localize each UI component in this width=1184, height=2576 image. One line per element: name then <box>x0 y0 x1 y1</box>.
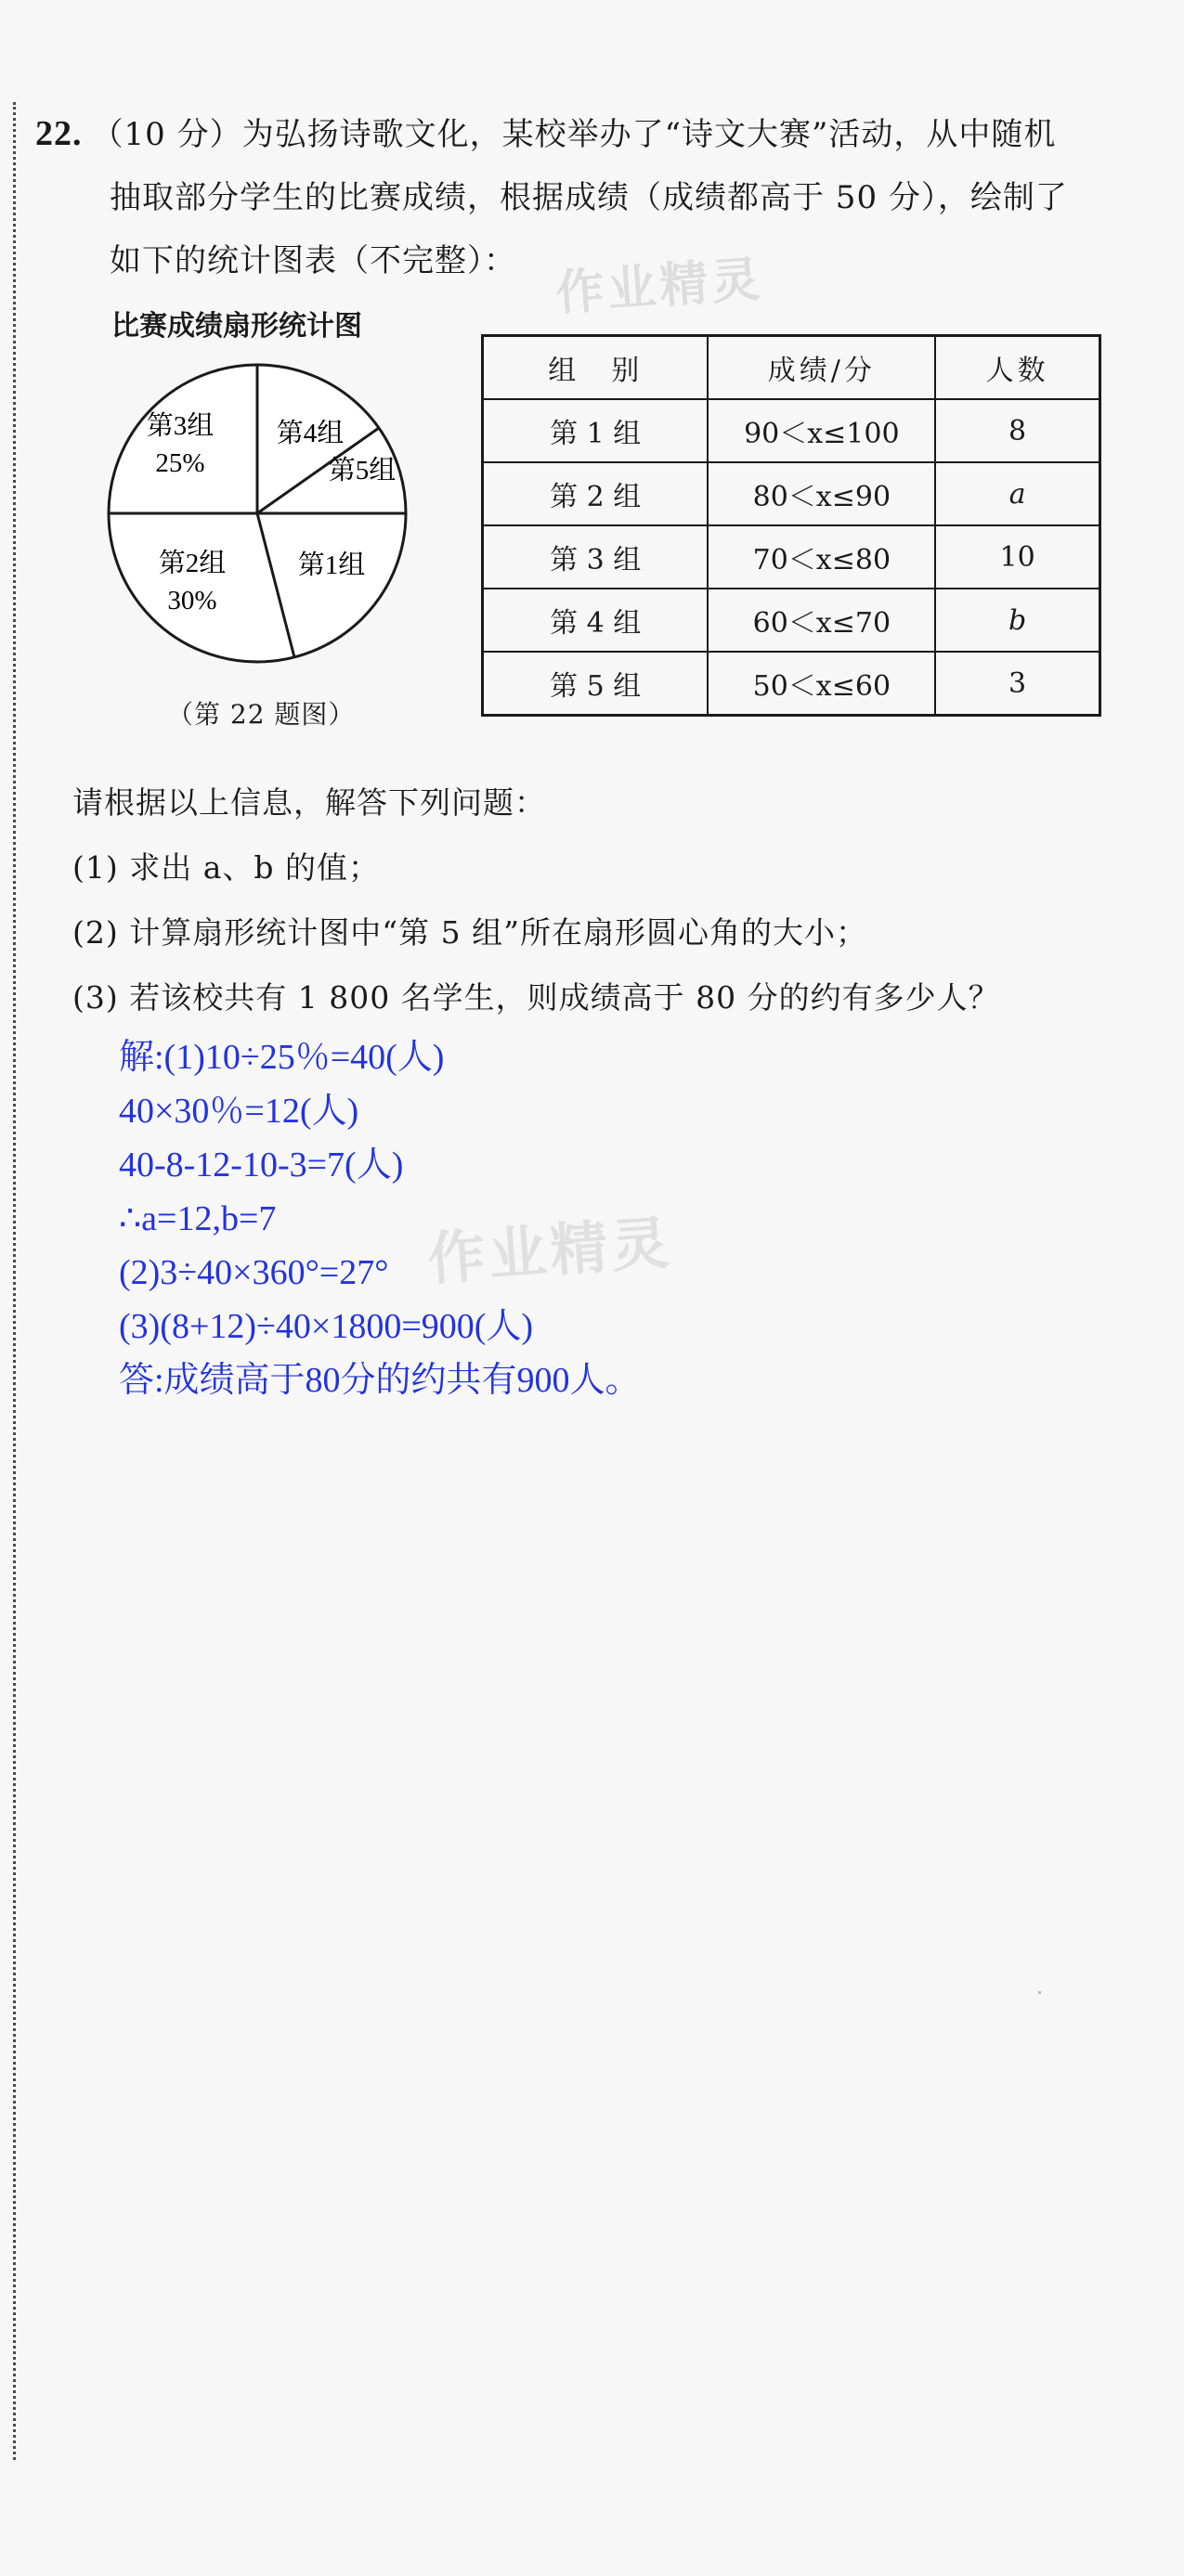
subquestion-intro: 请根据以上信息，解答下列问题： <box>72 784 546 821</box>
pie-label-group1: 第1组 <box>297 550 366 580</box>
table-row <box>483 589 1100 652</box>
watermark: 作业精灵 <box>425 1208 675 1294</box>
watermark: 作业精灵 <box>553 252 766 322</box>
table-row <box>483 462 1100 525</box>
pie-pct-group2: 30% <box>167 586 217 615</box>
answer-line: 答:成绩高于80分的约共有900人。 <box>119 1361 641 1400</box>
table-row <box>483 525 1100 589</box>
table-header-group: 组 别 <box>483 336 709 400</box>
table-cell-group: 第 3 组 <box>483 525 709 589</box>
subquestions <box>72 770 1168 1030</box>
pie-label-group4: 第4组 <box>276 419 345 448</box>
subquestion-1: (1) 求出 a、b 的值； <box>72 849 381 886</box>
table-cell-range: 50＜x≤60 <box>708 652 935 716</box>
pie-label-group2: 第2组 <box>158 549 227 578</box>
table-cell-group: 第 2 组 <box>483 462 709 525</box>
table-cell-count: 3 <box>935 652 1099 716</box>
answer-line: 解:(1)10÷25％=40(人) <box>119 1038 445 1077</box>
subquestion-3: (3) 若该校共有 1 800 名学生，则成绩高于 80 分的约有多少人？ <box>72 979 1000 1016</box>
question-line-1: 22. （10 分）为弘扬诗歌文化，某校举办了“诗文大赛”活动，从中随机 <box>35 114 1057 153</box>
margin-dotted-line <box>13 102 16 2460</box>
question-line-2: 抽取部分学生的比赛成绩，根据成绩（成绩都高于 50 分），绘制了 <box>110 179 1068 216</box>
table-cell-count: 8 <box>935 399 1099 462</box>
figure-caption: （第 22 题图） <box>167 699 356 730</box>
table-cell-range: 60＜x≤70 <box>708 589 935 652</box>
answer-line: (3)(8+12)÷40×1800=900(人) <box>119 1307 534 1346</box>
table-header-row <box>483 336 1100 400</box>
table-cell-count: b <box>935 589 1099 652</box>
answer-line: 40-8-12-10-3=7(人) <box>119 1146 404 1184</box>
table-cell-count: a <box>935 462 1099 525</box>
table-header-score: 成绩/分 <box>708 336 935 400</box>
subquestion-2: (2) 计算扇形统计图中“第 5 组”所在扇形圆心角的大小； <box>72 914 867 951</box>
pie-label-group3: 第3组 <box>146 411 215 441</box>
table-row <box>483 652 1100 716</box>
table-cell-range: 80＜x≤90 <box>708 462 935 525</box>
table-cell-group: 第 1 组 <box>483 399 709 462</box>
table-row <box>483 399 1100 462</box>
table-cell-group: 第 4 组 <box>483 589 709 652</box>
table-cell-range: 70＜x≤80 <box>708 525 935 589</box>
pie-pct-group3: 25% <box>155 448 205 478</box>
pie-chart-svg <box>104 360 410 667</box>
answer-line: 40×30％=12(人) <box>119 1092 359 1131</box>
chart-title: 比赛成绩扇形统计图 <box>111 310 362 343</box>
handwritten-answer <box>119 1030 641 1407</box>
table-cell-count: 10 <box>935 525 1099 589</box>
pie-label-group5: 第5组 <box>328 456 397 485</box>
pie-chart <box>104 360 410 667</box>
answer-line: (2)3÷40×360°=27° <box>119 1253 389 1292</box>
table-cell-range: 90＜x≤100 <box>708 399 935 462</box>
table-header-count: 人数 <box>935 336 1099 400</box>
score-table <box>481 334 1101 717</box>
question-line-3: 如下的统计图表（不完整）： <box>110 242 516 279</box>
scan-speck <box>1038 1991 1041 1994</box>
answer-line: ∴a=12,b=7 <box>119 1199 277 1238</box>
question-number: 22. <box>35 114 83 153</box>
table-cell-group: 第 5 组 <box>483 652 709 716</box>
